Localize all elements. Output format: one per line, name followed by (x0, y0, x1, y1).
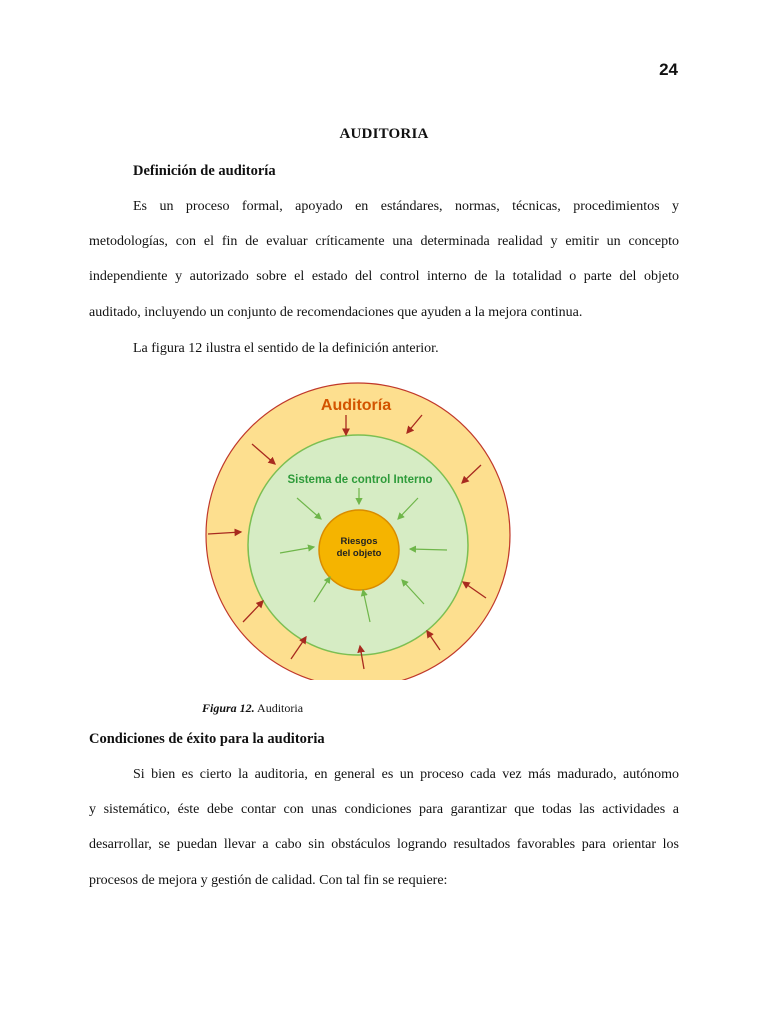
paragraph-line: y sistemático, éste debe contar con unas condiciones para garantizar que todas las actividades a (89, 802, 679, 817)
figure-caption (202, 701, 303, 716)
audit-diagram-svg (200, 382, 512, 680)
outer-label: Auditoría (320, 397, 392, 414)
figure-caption-label: Figura 12. (202, 701, 255, 715)
figure-reference-text: La figura 12 ilustra el sentido de la definición anterior. (133, 341, 439, 356)
middle-label: Sistema de control Interno (287, 474, 433, 486)
paragraph-line: independiente y autorizado sobre el estado del control interno de la totalidad o parte del objeto (89, 269, 679, 284)
paragraph-line: Es un proceso formal, apoyado en estándares, normas, técnicas, procedimientos y (133, 199, 679, 214)
definition-heading: Definición de auditoría (133, 163, 276, 179)
figure-caption-text: Auditoria (254, 701, 304, 715)
paragraph-line: Si bien es cierto la auditoria, en general es un proceso cada vez más madurado, autónomo (133, 767, 679, 782)
page-number: 24 (659, 60, 678, 79)
audit-diagram (200, 382, 512, 680)
paragraph-line: metodologías, con el fin de evaluar críticamente una determinada realidad y emitir un concepto (89, 234, 679, 249)
conditions-heading: Condiciones de éxito para la auditoria (89, 731, 325, 747)
inner-label-line-2: del objeto (336, 548, 382, 559)
paragraph-line: procesos de mejora y gestión de calidad. Con tal fin se requiere: (89, 873, 448, 888)
inner-label-line-1: Riesgos (340, 536, 378, 547)
section-title: AUDITORIA (339, 126, 429, 142)
paragraph-line: desarrollar, se puedan llevar a cabo sin obstáculos logrando resultados favorables para orientar los (89, 837, 679, 852)
paragraph-line: auditado, incluyendo un conjunto de recomendaciones que ayuden a la mejora continua. (89, 305, 583, 320)
